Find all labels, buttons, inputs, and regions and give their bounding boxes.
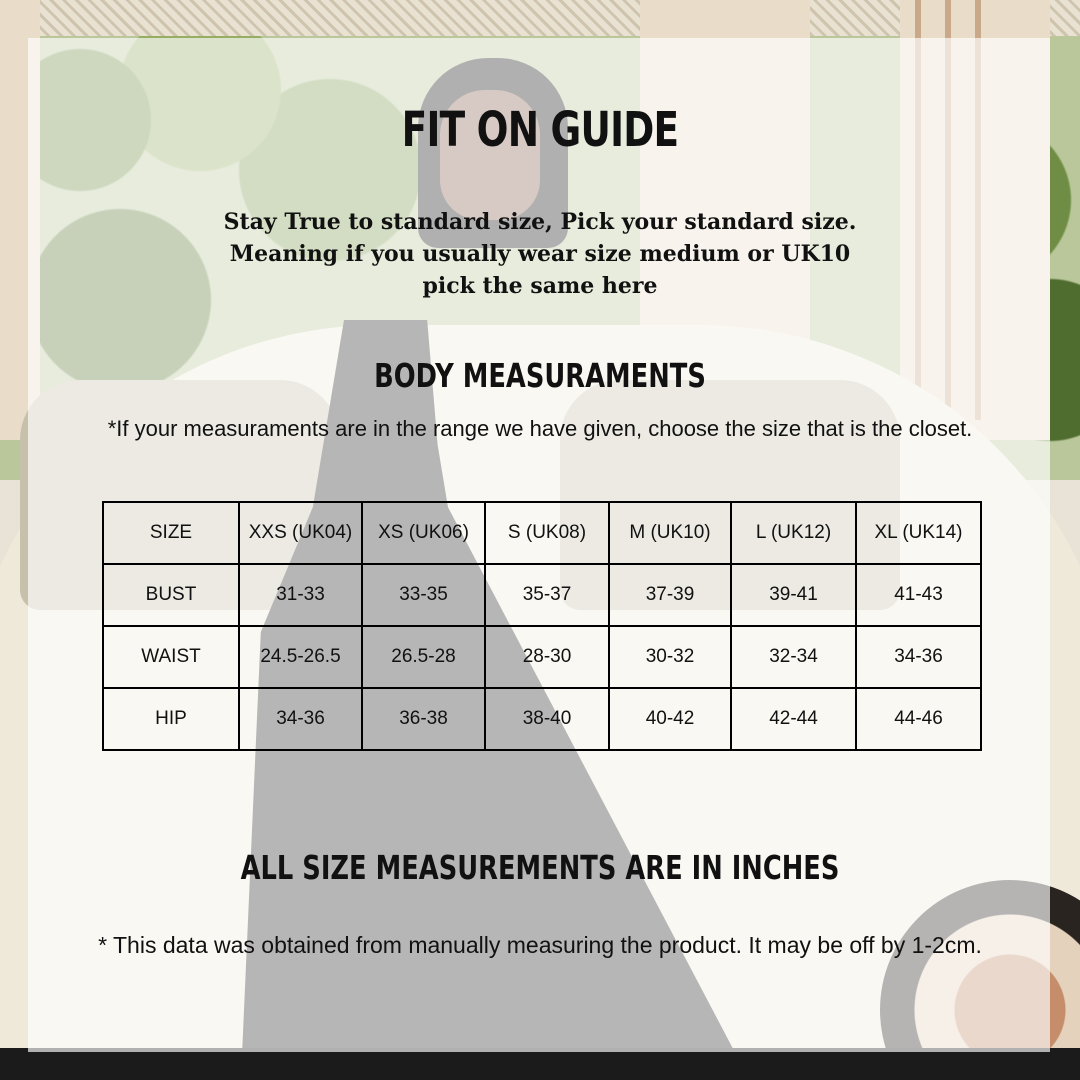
table-header-cell: S (UK08)	[485, 502, 609, 564]
page-title: FIT ON GUIDE	[401, 102, 679, 158]
disclaimer: * This data was obtained from manually measuring the product. It may be off by 1-2cm.	[98, 932, 982, 958]
table-cell: 37-39	[609, 564, 731, 626]
range-note: *If your measuraments are in the range we have given, choose the size that is the closet.	[107, 416, 973, 441]
table-cell: 38-40	[485, 688, 609, 750]
table-cell: 34-36	[856, 626, 981, 688]
table-row-label: BUST	[103, 564, 239, 626]
table-row-label: HIP	[103, 688, 239, 750]
units-note: ALL SIZE MEASUREMENTS ARE IN INCHES	[240, 848, 840, 887]
table-cell: 44-46	[856, 688, 981, 750]
table-cell: 26.5-28	[362, 626, 485, 688]
table-cell: 28-30	[485, 626, 609, 688]
size-table	[102, 501, 982, 751]
table-cell: 42-44	[731, 688, 856, 750]
section-title: BODY MEASURAMENTS	[374, 356, 706, 395]
table-cell: 31-33	[239, 564, 362, 626]
table-header-cell: XL (UK14)	[856, 502, 981, 564]
table-cell: 41-43	[856, 564, 981, 626]
table-cell: 35-37	[485, 564, 609, 626]
table-cell: 40-42	[609, 688, 731, 750]
table-row	[103, 626, 981, 688]
table-cell: 36-38	[362, 688, 485, 750]
table-cell: 33-35	[362, 564, 485, 626]
table-row	[103, 688, 981, 750]
table-cell: 39-41	[731, 564, 856, 626]
table-cell: 32-34	[731, 626, 856, 688]
intro-line: Meaning if you usually wear size medium or UK10	[229, 241, 851, 267]
table-cell: 34-36	[239, 688, 362, 750]
table-cell: 24.5-26.5	[239, 626, 362, 688]
intro-line: pick the same here	[422, 273, 658, 299]
table-header-cell: XS (UK06)	[362, 502, 485, 564]
intro-text	[140, 206, 940, 302]
table-header-cell: M (UK10)	[609, 502, 731, 564]
table-header-cell: XXS (UK04)	[239, 502, 362, 564]
table-header-row	[103, 502, 981, 564]
table-cell: 30-32	[609, 626, 731, 688]
table-row-label: WAIST	[103, 626, 239, 688]
table-row	[103, 564, 981, 626]
table-header-cell: L (UK12)	[731, 502, 856, 564]
table-header-cell: SIZE	[103, 502, 239, 564]
intro-line: Stay True to standard size, Pick your standard size.	[223, 209, 857, 235]
